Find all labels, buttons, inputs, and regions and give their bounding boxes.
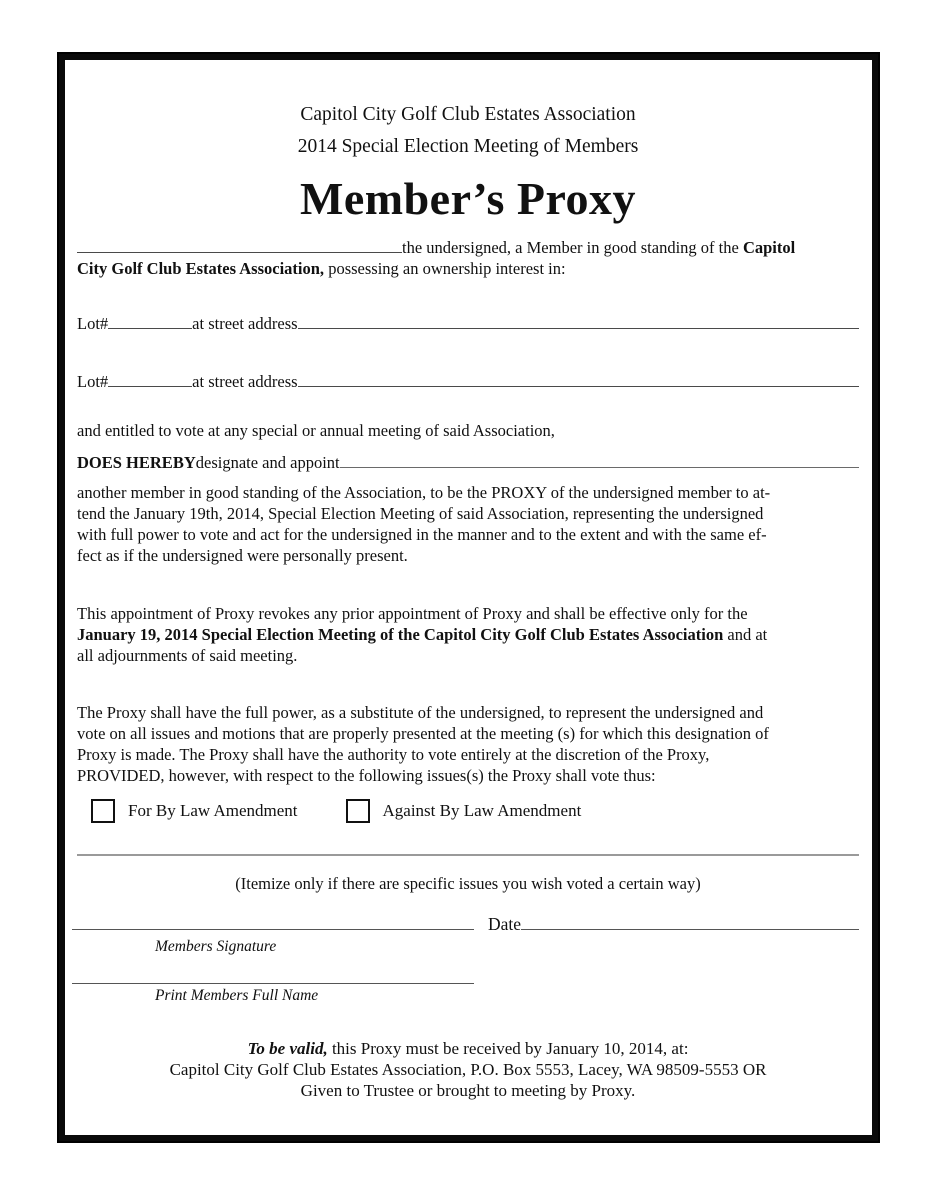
- street-address-label: at street address: [192, 372, 298, 391]
- footer-line-3: Given to Trustee or brought to meeting by Proxy.: [300, 1081, 636, 1100]
- intro-paragraph: [77, 237, 859, 279]
- validity-footer: [77, 1038, 859, 1101]
- appoint-row: [77, 452, 859, 473]
- print-name-field[interactable]: [72, 983, 474, 984]
- paragraph-line: with full power to vote and act for the undersigned in the manner and to the extent and with the same ef-: [77, 525, 767, 544]
- itemize-note: (Itemize only if there are specific issues you wish voted a certain way): [235, 874, 701, 893]
- footer-line-2: Capitol City Golf Club Estates Association, P.O. Box 5553, Lacey, WA 98509-5553 OR: [169, 1060, 767, 1079]
- paragraph-line: vote on all issues and motions that are properly presented at the meeting (s) for which this designation of: [77, 724, 769, 743]
- entitled-line: and entitled to vote at any special or annual meeting of said Association,: [77, 421, 555, 440]
- intro-bold-association: City Golf Club Estates Association,: [77, 259, 325, 278]
- date-label: Date: [488, 914, 522, 934]
- to-be-valid-emphasis: To be valid,: [247, 1039, 328, 1058]
- paragraph-line: This appointment of Proxy revokes any prior appointment of Proxy and shall be effective only for the: [77, 604, 748, 623]
- intro-line-1: [77, 237, 859, 258]
- lot-number-field[interactable]: [108, 328, 192, 329]
- discretion-paragraph: [77, 702, 859, 786]
- revocation-paragraph: [77, 603, 859, 666]
- paragraph-text: and at: [723, 625, 768, 644]
- proxy-form: [77, 103, 859, 1135]
- document-title: Member’s Proxy: [299, 173, 637, 224]
- street-address-label: at street address: [192, 314, 298, 333]
- date-field[interactable]: [521, 929, 859, 930]
- page-inner-frame: [59, 54, 878, 1141]
- against-bylaw-label: Against By Law Amendment: [382, 801, 582, 820]
- against-bylaw-checkbox[interactable]: [346, 799, 370, 823]
- vote-options-row: [91, 799, 859, 823]
- for-bylaw-checkbox[interactable]: [91, 799, 115, 823]
- paragraph-line: another member in good standing of the Association, to be the PROXY of the undersigned member to at-: [77, 483, 771, 502]
- signature-caption: Members Signature: [155, 938, 277, 955]
- lot-label: Lot#: [77, 314, 109, 333]
- signature-date-row: [77, 913, 859, 935]
- proxy-powers-paragraph: [77, 482, 859, 566]
- does-hereby-label: DOES HEREBY: [77, 453, 196, 472]
- paragraph-line: [77, 624, 859, 645]
- member-signature-field[interactable]: [72, 929, 474, 930]
- paragraph-line: Proxy is made. The Proxy shall have the authority to vote entirely at the discretion of the Proxy,: [77, 745, 710, 764]
- intro-line-2: [77, 258, 859, 279]
- meeting-name: 2014 Special Election Meeting of Members: [297, 136, 639, 157]
- intro-text-2: possessing an ownership interest in:: [324, 259, 566, 278]
- intro-text-1: the undersigned, a Member in good standing of the: [402, 238, 743, 257]
- paragraph-line: The Proxy shall have the full power, as a substitute of the undersigned, to represent the undersigned and: [77, 703, 764, 722]
- paragraph-line: all adjournments of said meeting.: [77, 646, 298, 665]
- meeting-date-bold: January 19, 2014 Special Election Meeting of the Capitol City Golf Club Estates Association: [77, 625, 724, 644]
- lot-number-field[interactable]: [108, 386, 192, 387]
- street-address-field[interactable]: [298, 328, 859, 329]
- footer-line-1: [77, 1038, 859, 1059]
- street-address-field[interactable]: [298, 386, 859, 387]
- for-bylaw-label: For By Law Amendment: [128, 801, 298, 820]
- paragraph-line: tend the January 19th, 2014, Special Election Meeting of said Association, representing the undersigned: [77, 504, 764, 523]
- lot-row: [77, 313, 859, 334]
- lot-label: Lot#: [77, 372, 109, 391]
- intro-bold-capitol: Capitol: [742, 238, 796, 257]
- proxy-name-field[interactable]: [340, 467, 859, 468]
- footer-text-1: this Proxy must be received by January 10, 2014, at:: [327, 1039, 689, 1058]
- page-border-frame: [57, 52, 880, 1143]
- paragraph-line: fect as if the undersigned were personally present.: [77, 546, 408, 565]
- print-name-caption: Print Members Full Name: [155, 987, 319, 1004]
- lot-row: [77, 371, 859, 392]
- member-name-field[interactable]: [77, 252, 402, 253]
- association-name: Capitol City Golf Club Estates Association: [300, 104, 636, 125]
- paragraph-line: PROVIDED, however, with respect to the following issues(s) the Proxy shall vote thus:: [77, 766, 656, 785]
- divider-line: [77, 854, 859, 856]
- appoint-text: designate and appoint: [195, 453, 340, 472]
